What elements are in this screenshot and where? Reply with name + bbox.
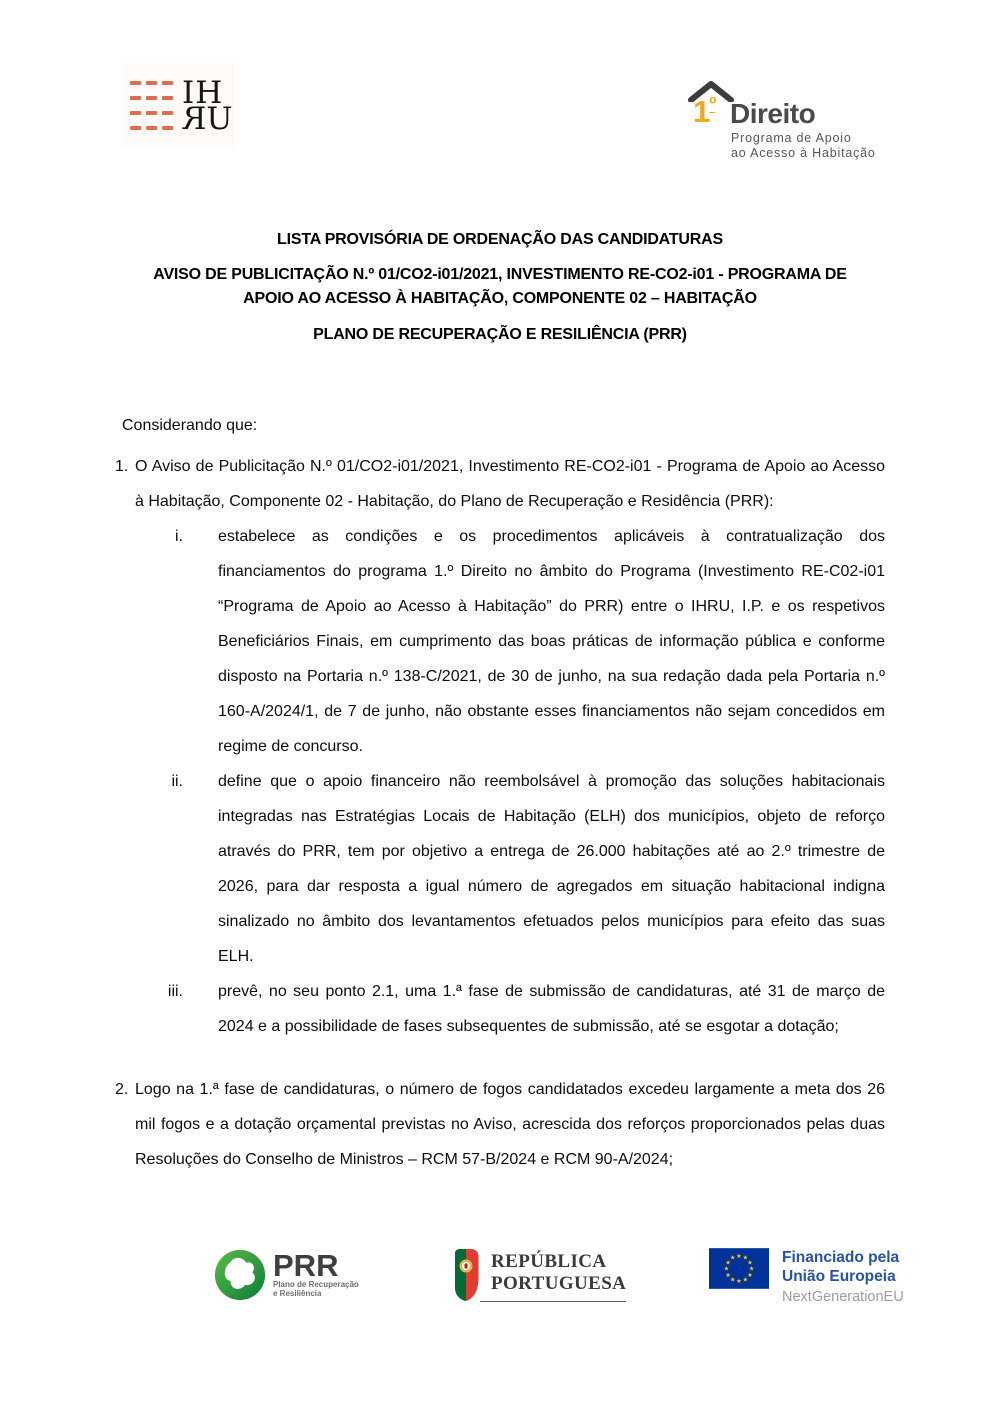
- svg-text:★: ★: [736, 1278, 742, 1286]
- svg-text:★: ★: [742, 1276, 749, 1284]
- ihru-mirrored-r: R: [182, 100, 207, 137]
- list-item-text: Logo na 1.ª fase de candidaturas, o número de fogos candidatados excedeu largamente a meta dos 26 mil fogos e a dotação orçamental previstas no Aviso, acrescida dos reforços proporcionados pelas duas Resoluções do Conselho de Ministros – RCM 57-B/2024 e RCM 90-A/2024;: [135, 1081, 885, 1168]
- ihru-dashes-icon: [130, 81, 173, 130]
- ihru-wordmark: IH RU: [182, 74, 234, 137]
- svg-text:★: ★: [736, 1253, 742, 1261]
- list-item-2: [115, 1072, 885, 1177]
- eu-funding-logo: [709, 1248, 904, 1307]
- prr-wordmark: PRR: [273, 1248, 339, 1283]
- list-item-number: 1.: [115, 458, 129, 475]
- list-item-1: [115, 449, 885, 1044]
- svg-text:★: ★: [723, 1265, 730, 1273]
- sub-item-ii: [115, 764, 885, 974]
- document-title: LISTA PROVISÓRIA DE ORDENAÇÃO DAS CANDIDATURAS: [277, 231, 723, 248]
- prr-tagline: Plano de Recuperação e Resiliência: [273, 1280, 359, 1298]
- republica-rule: [480, 1301, 626, 1302]
- republica-wordmark: REPÚBLICA PORTUGUESA: [491, 1251, 627, 1294]
- direito-numeral: $1^º$: [693, 94, 716, 129]
- svg-text:★: ★: [747, 1271, 753, 1279]
- list-item-number: 2.: [115, 1081, 129, 1098]
- svg-text:★: ★: [742, 1254, 749, 1262]
- footer-logos: [0, 1246, 1000, 1316]
- sub-item-iii: [115, 974, 885, 1044]
- republica-portuguesa-logo: [452, 1248, 626, 1304]
- title-block: [115, 231, 885, 344]
- document-subtitle-2: PLANO DE RECUPERAÇÃO E RESILIÊNCIA (PRR): [313, 326, 687, 343]
- sub-item-number: i.: [175, 528, 183, 545]
- list-item-text: O Aviso de Publicitação N.º 01/CO2-i01/2021, Investimento RE-CO2-i01 - Programa de Apoio ao Acesso à Habitação, Componente 02 - Habitação, do Plano de Recuperação e Residência (PRR):: [135, 458, 885, 510]
- svg-text:★: ★: [748, 1265, 755, 1273]
- sub-item-number: ii.: [171, 773, 183, 790]
- svg-text:★: ★: [729, 1276, 736, 1284]
- svg-text:★: ★: [725, 1271, 731, 1279]
- sub-item-text: define que o apoio financeiro não reembolsável à promoção das soluções habitacionais integradas nas Estratégias Locais de Habitação (ELH) dos municípios, objeto de reforço através do PRR, tem por objetivo a entrega de 26.000 habitações até ao 2.º trimestre de 2026, para dar resposta a igual número de agregados em situação habitacional indigna sinalizado no âmbito dos levantamentos efetuados pelos municípios para efeito das suas ELH.: [218, 773, 885, 965]
- portugal-flag-icon: [452, 1248, 480, 1304]
- intro-line: Considerando que:: [122, 417, 258, 434]
- body-text: [115, 408, 885, 1177]
- document-subtitle: AVISO DE PUBLICITAÇÃO N.º 01/CO2-i01/2021, INVESTIMENTO RE-CO2-i01 - PROGRAMA DE APOIO AO ACESSO À HABITAÇÃO, COMPONENTE 02 – HABITAÇÃO: [153, 266, 847, 307]
- sub-item-text: estabelece as condições e os procedimentos aplicáveis à contratualização dos financiamentos do programa 1.º Direito no âmbito do Programa (Investimento RE-C02-i01 “Programa de Apoio ao Acesso à Habitação” do PRR) entre o IHRU, I.P. e os respetivos Beneficiários Finais, em cumprimento das boas práticas de informação pública e conforme disposto na Portaria n.º 138-C/2021, de 30 de junho, na sua redação dada pela Portaria n.º 160-A/2024/1, de 7 de junho, não obstante esses financiamentos não sejam concedidos em regime de concurso.: [218, 528, 885, 755]
- prr-circle-icon: [213, 1248, 267, 1302]
- sub-item-number: iii.: [167, 983, 183, 1000]
- direito-logo: [688, 68, 888, 160]
- sub-item-i: [115, 519, 885, 764]
- prr-logo: [213, 1248, 359, 1302]
- ihru-logo: [123, 63, 235, 148]
- nextgeneu-text: NextGenerationEU: [782, 1289, 904, 1305]
- eu-flag-icon: [709, 1248, 769, 1289]
- svg-text:★: ★: [747, 1259, 753, 1267]
- svg-text:★: ★: [725, 1259, 731, 1267]
- svg-text:★: ★: [729, 1254, 736, 1262]
- direito-wordmark: Direito: [730, 98, 816, 129]
- sub-item-text: prevê, no seu ponto 2.1, uma 1.ª fase de submissão de candidaturas, até 31 de março de 2024 e a possibilidade de fases subsequentes de submissão, até se esgotar a dotação;: [218, 983, 885, 1035]
- eu-funding-text: Financiado pela União Europeia: [782, 1249, 900, 1285]
- direito-tagline: Programa de Apoio ao Acesso à Habitação: [731, 131, 876, 160]
